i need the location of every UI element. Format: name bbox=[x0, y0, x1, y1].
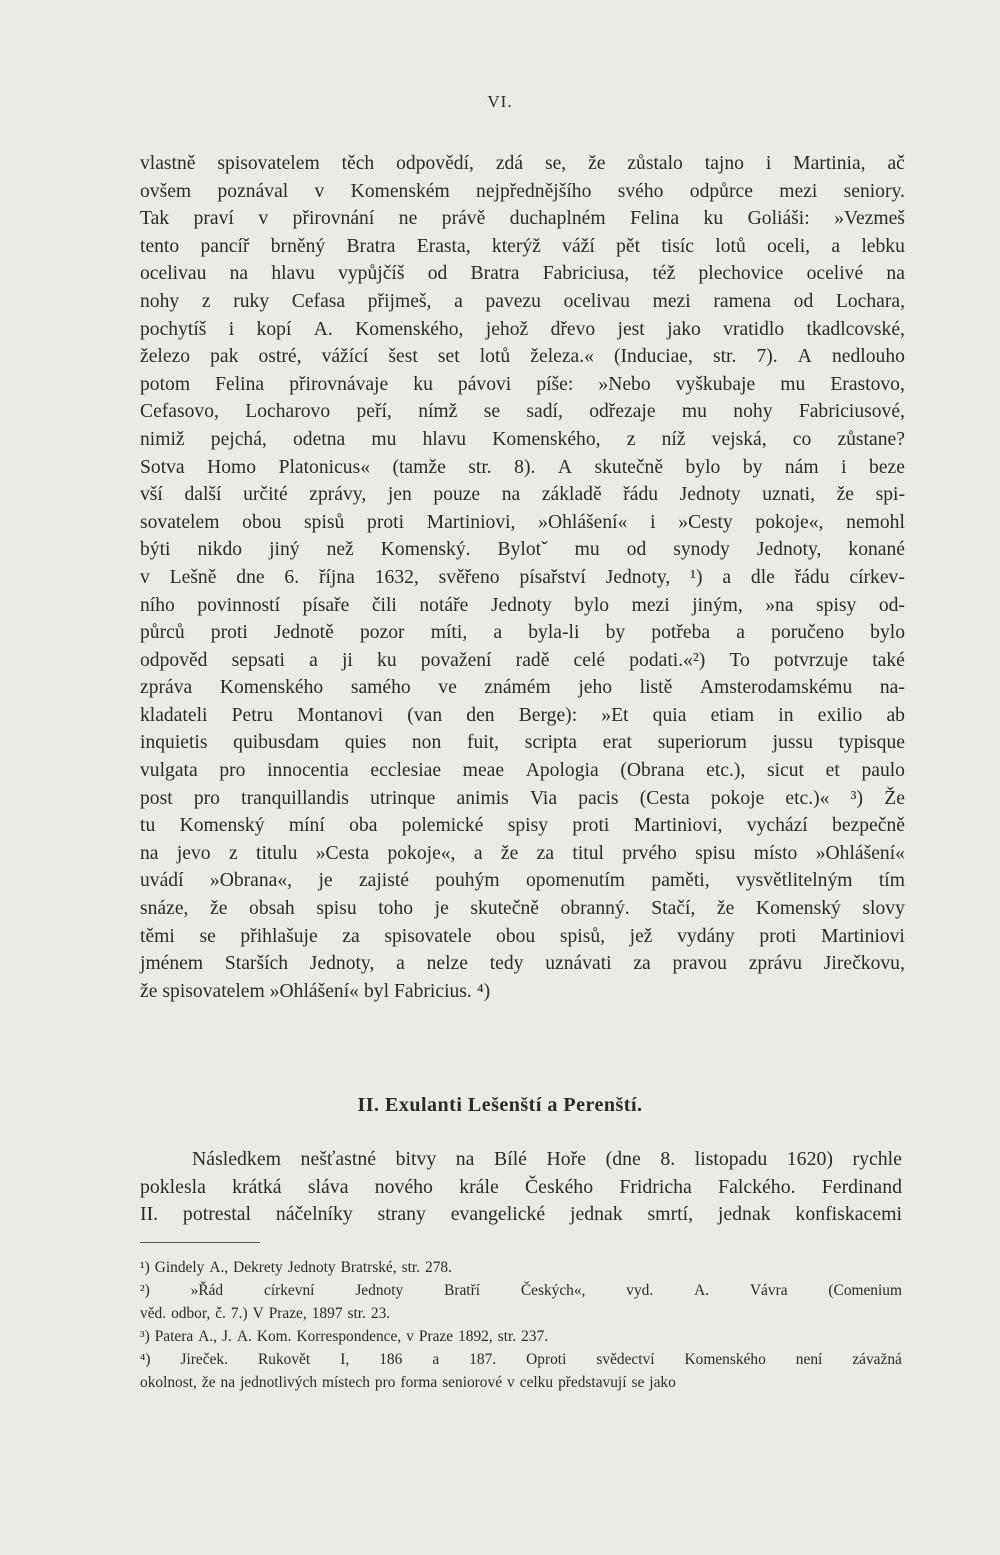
body-line: jménem Starších Jednoty, a nelze tedy uznávati za pravou zprávu Jirečkovu, bbox=[140, 953, 905, 975]
body-line: ocelivau na hlavu vypůjčíš od Bratra Fabriciusa, též plechovice ocelivé na bbox=[140, 263, 905, 285]
body-line: nimiž pejchá, odetna mu hlavu Komenského, z níž vejská, co zůstane? bbox=[140, 428, 905, 450]
footnote-rule bbox=[140, 1242, 260, 1243]
body-line: nohy z ruky Cefasa přijmeš, a pavezu ocelivau mezi ramena od Lochara, bbox=[140, 290, 905, 312]
footnote-line: ⁴) Jireček. Rukovět I, 186 a 187. Oproti svědectví Komenského není závažná bbox=[140, 1351, 902, 1368]
body-line: půrců proti Jednotě pozor míti, a byla-li by potřeba a poručeno bylo bbox=[140, 622, 905, 644]
body-line: Tak praví v přirovnání ne právě duchaplném Felina ku Goliáši: »Vezmeš bbox=[140, 208, 905, 230]
section-text bbox=[140, 1146, 902, 1229]
footnote-line: ²) »Řád církevní Jednoty Bratří Českých«, vyd. A. Vávra (Comenium bbox=[140, 1282, 902, 1299]
body-line: vlastně spisovatelem těch odpovědí, zdá se, že zůstalo tajno i Martinia, ač bbox=[140, 153, 905, 174]
body-line: tento pancíř brněný Bratra Erasta, kterýž váží pět tisíc lotů oceli, a lebku bbox=[140, 235, 905, 257]
body-line: post pro tranquillandis utrinque animis Via pacis (Cesta pokoje etc.)« ³) Že bbox=[140, 787, 905, 809]
section-heading: II. Exulanti Lešenští a Perenští. bbox=[357, 1094, 643, 1116]
section-line: poklesla krátká sláva nového krále Českého Fridricha Falckého. Ferdinand bbox=[140, 1175, 902, 1198]
body-text bbox=[140, 150, 905, 1005]
body-line: na jevo z titulu »Cesta pokoje«, a že za titul prvého spisu místo »Ohlášení« bbox=[140, 842, 905, 864]
body-line: sovatelem obou spisů proti Martiniovi, »Ohlášení« i »Cesty pokoje«, nemohl bbox=[140, 511, 905, 533]
body-line: Cefasovo, Locharovo peří, nímž se sadí, odřezaje mu nohy Fabriciusové, bbox=[140, 401, 905, 423]
body-line: uvádí »Obrana«, je zajisté pouhým opomenutím paměti, vysvětlitelným tím bbox=[140, 870, 905, 892]
body-line: inquietis quibusdam quies non fuit, scripta erat superiorum jussu typisque bbox=[140, 732, 905, 754]
footnote-line: věd. odbor, č. 7.) V Praze, 1897 str. 23. bbox=[140, 1305, 391, 1322]
body-line: těmi se přihlašuje za spisovatele obou spisů, jež vydány proti Martiniovi bbox=[140, 925, 905, 947]
body-line: ního povinností písaře čili notáře Jednoty bylo mezi jiným, »na spisy od- bbox=[140, 594, 905, 616]
body-line: ovšem poznával v Komenském nejpřednějšího svého odpůrce mezi seniory. bbox=[140, 180, 905, 202]
body-line: železo pak ostré, vážící šest set lotů železa.« (Induciae, str. 7). A nedlouho bbox=[140, 346, 905, 368]
body-line: snáze, že obsah spisu toho je skutečně obranný. Stačí, že Komenský slovy bbox=[140, 898, 905, 920]
body-line: tu Komenský míní oba polemické spisy proti Martiniovi, vychází bezpečně bbox=[140, 815, 905, 837]
section-line: Následkem nešťastné bitvy na Bílé Hoře (dne 8. listopadu 1620) rychle bbox=[192, 1148, 902, 1170]
section-line: II. potrestal náčelníky strany evangelické jednak smrtí, jednak konfiskacemi bbox=[140, 1203, 902, 1225]
body-line: pochytíš i kopí A. Komenského, jehož dřevo jest jako vratidlo tkadlcovské, bbox=[140, 318, 905, 340]
body-line: býti nikdo jiný než Komenský. Bylotˇ mu od synody Jednoty, konané bbox=[140, 539, 905, 561]
body-line: kladateli Petru Montanovi (van den Berge): »Et quia etiam in exilio ab bbox=[140, 704, 905, 726]
footnote-line: ³) Patera A., J. A. Kom. Korrespondence, v Praze 1892, str. 237. bbox=[140, 1328, 549, 1345]
page-number: VI. bbox=[487, 92, 513, 111]
body-line: v Lešně dne 6. října 1632, svěřeno písařství Jednoty, ¹) a dle řádu církev- bbox=[140, 566, 905, 588]
body-line: zpráva Komenského samého ve známém jeho listě Amsterodamskému na- bbox=[140, 677, 905, 699]
body-line: vší další určité zprávy, jen pouze na základě řádu Jednoty uznati, že spi- bbox=[140, 484, 905, 506]
body-line: Sotva Homo Platonicus« (tamže str. 8). A skutečně bylo by nám i beze bbox=[140, 456, 905, 478]
body-line: odpověd sepsati a ji ku považení radě celé podati.«²) To potvrzuje také bbox=[140, 649, 905, 671]
body-line: vulgata pro innocentia ecclesiae meae Apologia (Obrana etc.), sicut et paulo bbox=[140, 760, 905, 782]
body-line: že spisovatelem »Ohlášení« byl Fabricius. ⁴) bbox=[140, 980, 491, 1002]
footnotes bbox=[140, 1256, 902, 1394]
body-line: potom Felina přirovnávaje ku pávovi píše: »Nebo vyškubaje mu Erastovo, bbox=[140, 373, 905, 395]
footnote-line: ¹) Gindely A., Dekrety Jednoty Bratrské, str. 278. bbox=[140, 1259, 452, 1276]
footnote-line: okolnost, že na jednotlivých místech pro forma seniorové v celku představují se jako bbox=[140, 1374, 676, 1391]
